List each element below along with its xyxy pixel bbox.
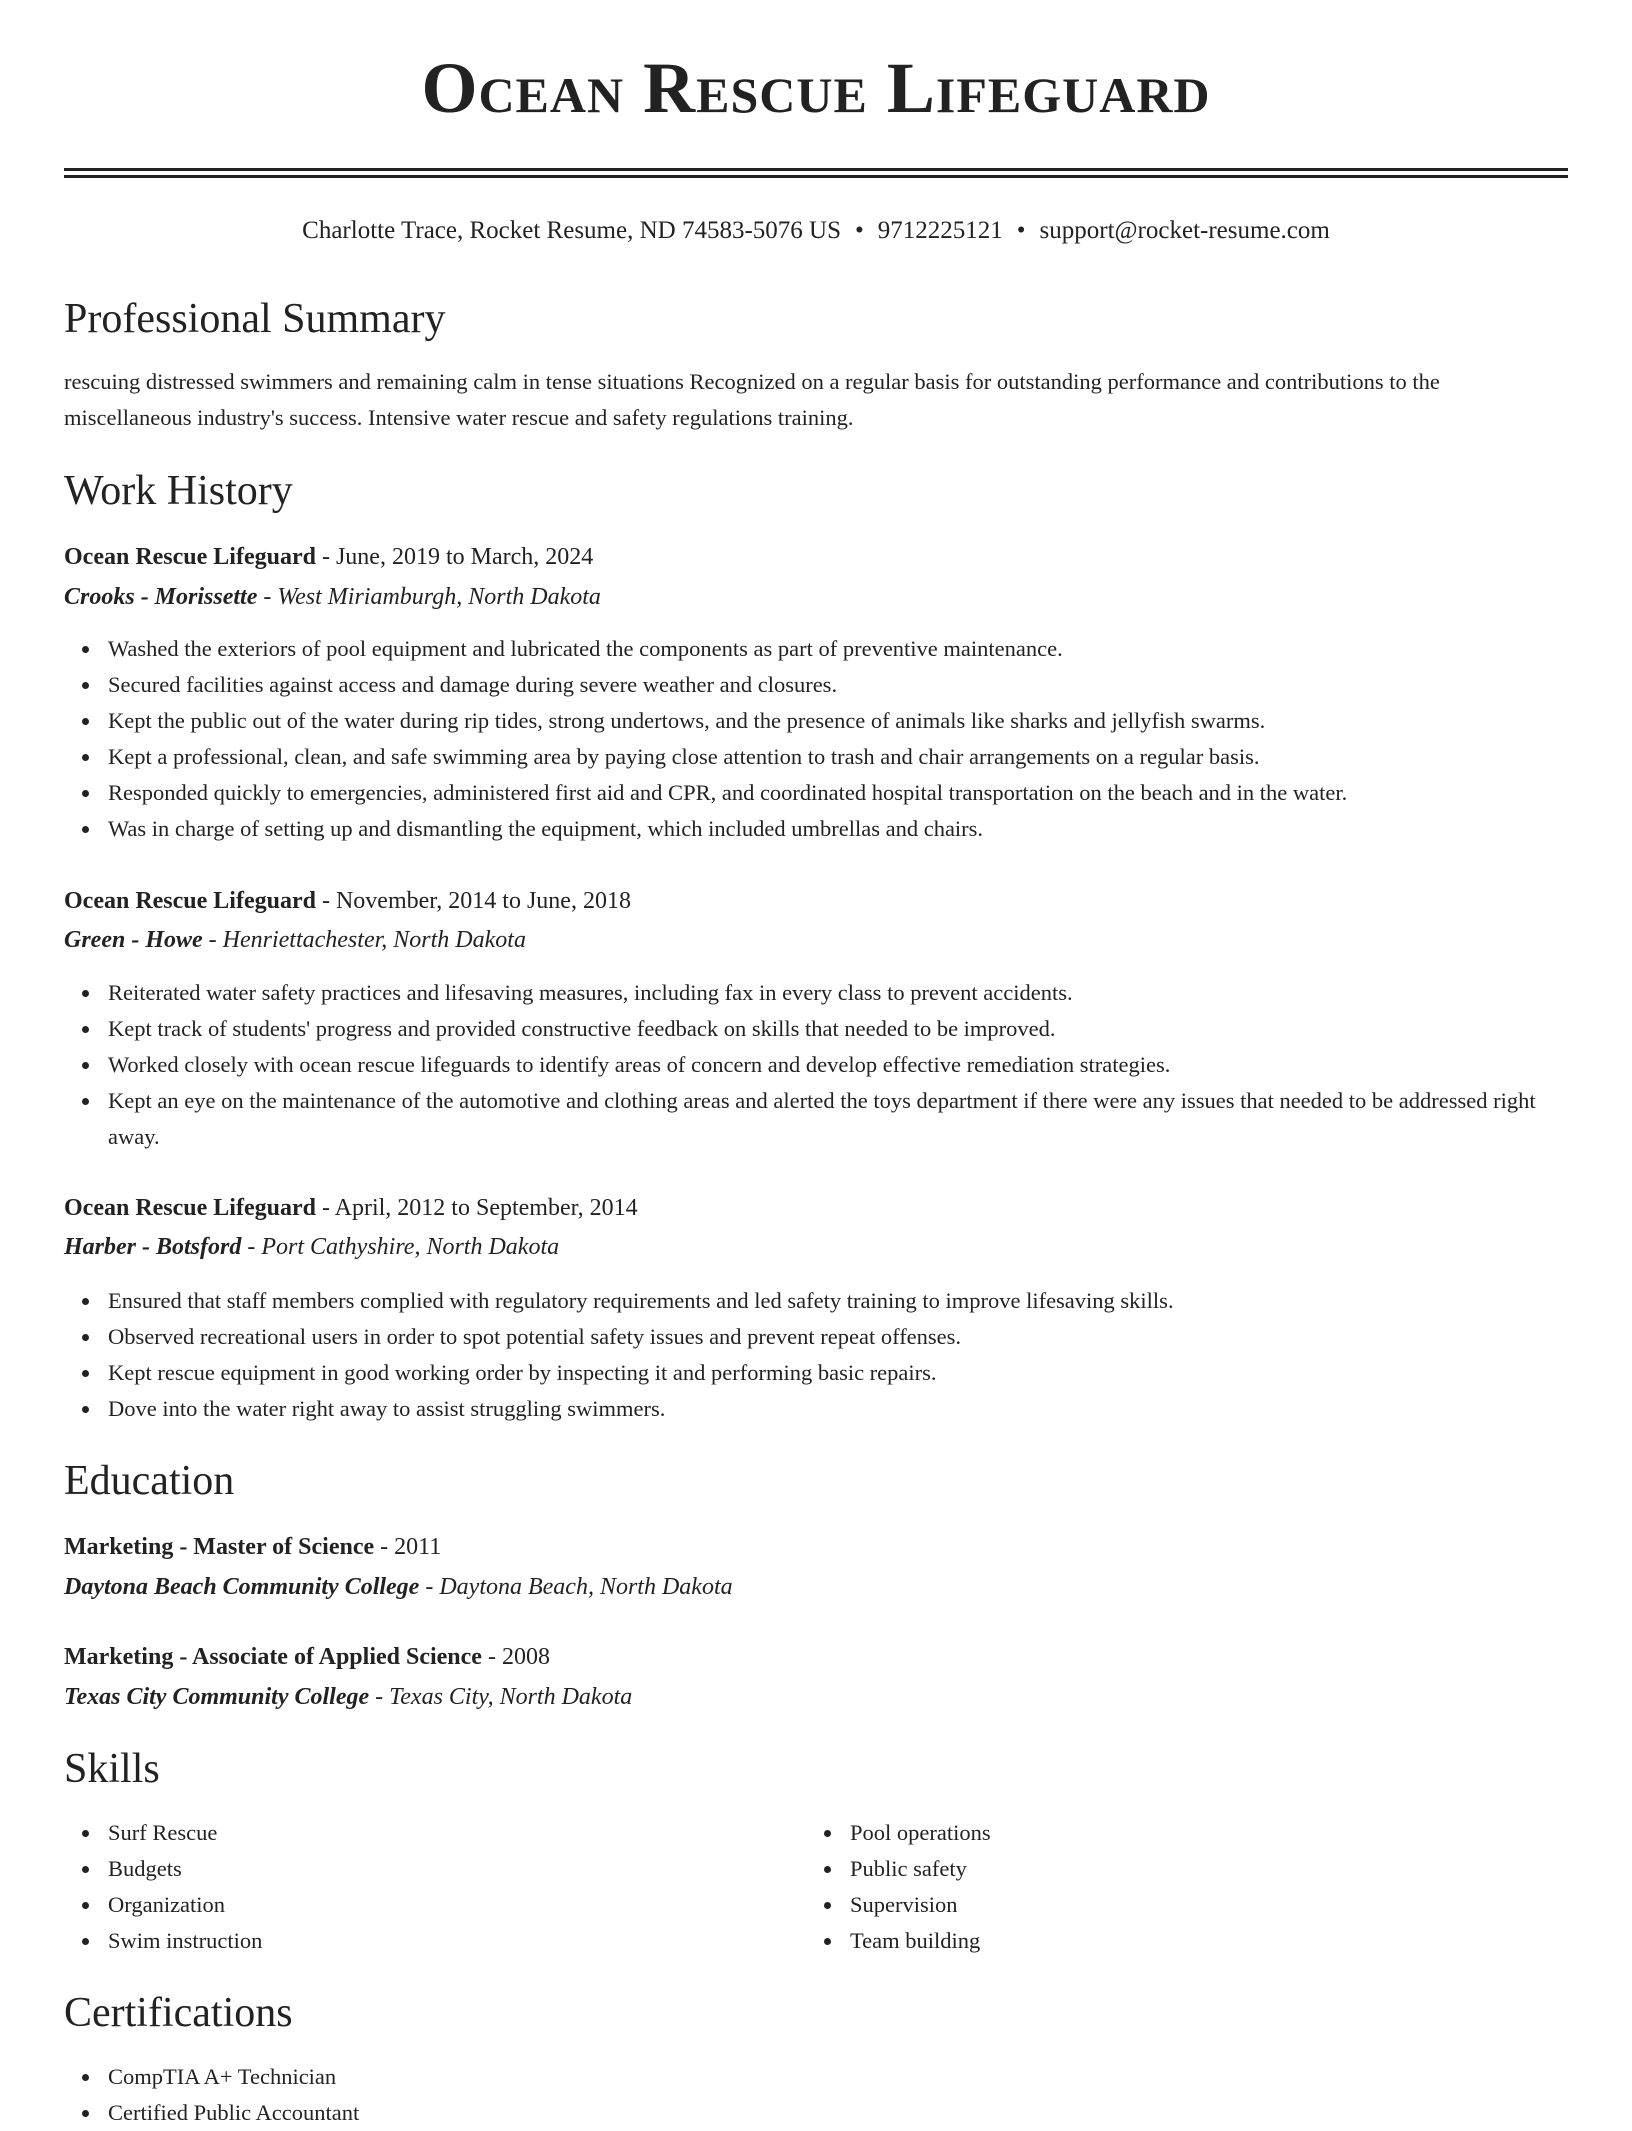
certification-item: CompTIA A+ Technician	[108, 2059, 1612, 2095]
job-title: Ocean Rescue Lifeguard	[64, 544, 316, 570]
contact-separator: •	[855, 217, 864, 244]
education-year: - 2008	[481, 1644, 550, 1670]
skills-list-right	[806, 1815, 1410, 1959]
skill-item: Public safety	[850, 1851, 1410, 1887]
education-degree: Marketing - Master of Science	[64, 1534, 375, 1560]
job-bullets	[64, 1283, 1612, 1427]
summary-text: rescuing distressed swimmers and remaining calm in tense situations Recognized on a regular basis for outstanding performance and contributions to the miscellaneous industry's success. Intensive water rescue and safety regulations training.	[64, 369, 1440, 430]
job-company: Crooks - Morissette	[64, 584, 258, 610]
job-company-line	[64, 922, 1568, 958]
skill-item: Supervision	[850, 1887, 1410, 1923]
job-dates: - November, 2014 to June, 2018	[315, 888, 631, 914]
job-location: - West Miriamburgh, North Dakota	[257, 584, 601, 610]
list-item: Observed recreational users in order to spot potential safety issues and prevent repeat offenses.	[108, 1319, 1612, 1355]
contact-line	[0, 216, 1632, 246]
job-dates: - April, 2012 to September, 2014	[315, 1195, 638, 1221]
list-item: Kept an eye on the maintenance of the automotive and clothing areas and alerted the toys department if there were any issues that needed to be addressed right away.	[108, 1083, 1568, 1155]
certifications-list	[64, 2059, 1612, 2131]
job-company-line	[64, 579, 1568, 615]
list-item: Was in charge of setting up and dismantling the equipment, which included umbrellas and chairs.	[108, 811, 1612, 847]
education-degree-line	[64, 1639, 1568, 1675]
job-bullets	[64, 631, 1612, 847]
education-year: - 2011	[374, 1534, 442, 1560]
contact-phone: 9712225121	[877, 217, 1003, 244]
education-school-line	[64, 1679, 1568, 1715]
job-company: Harber - Botsford	[64, 1234, 242, 1260]
list-item: Dove into the water right away to assist struggling swimmers.	[108, 1391, 1612, 1427]
list-item: Kept the public out of the water during rip tides, strong undertows, and the presence of animals like sharks and jellyfish swarms.	[108, 703, 1612, 739]
job-title: Ocean Rescue Lifeguard	[64, 888, 316, 914]
job-title-line	[64, 883, 1568, 919]
certification-item: Certified Public Accountant	[108, 2095, 1612, 2131]
education-location: - Daytona Beach, North Dakota	[419, 1574, 733, 1600]
job-company-line	[64, 1229, 1568, 1265]
list-item: Worked closely with ocean rescue lifeguards to identify areas of concern and develop effective remediation strategies.	[108, 1047, 1568, 1083]
education-location: - Texas City, North Dakota	[369, 1684, 633, 1710]
education-degree: Marketing - Associate of Applied Science	[64, 1644, 482, 1670]
certifications-heading: Certifications	[64, 1990, 293, 2036]
list-item: Ensured that staff members complied with regulatory requirements and led safety training to improve lifesaving skills.	[108, 1283, 1612, 1319]
job-dates: - June, 2019 to March, 2024	[315, 544, 594, 570]
title-rule-top	[64, 168, 1568, 171]
job-location: - Henriettachester, North Dakota	[202, 927, 526, 953]
skills-heading: Skills	[64, 1746, 160, 1792]
resume-title: Ocean Rescue Lifeguard	[421, 48, 1211, 128]
list-item: Kept a professional, clean, and safe swimming area by paying close attention to trash and chair arrangements on a regular basis.	[108, 739, 1612, 775]
skill-item: Budgets	[108, 1851, 668, 1887]
job-title-line	[64, 1190, 1568, 1226]
list-item: Kept rescue equipment in good working order by inspecting it and performing basic repairs.	[108, 1355, 1612, 1391]
contact-email: support@rocket-resume.com	[1039, 217, 1330, 244]
skills-list-left	[64, 1815, 668, 1959]
skill-item: Team building	[850, 1923, 1410, 1959]
title-rule-bottom	[64, 175, 1568, 178]
skill-item: Pool operations	[850, 1815, 1410, 1851]
education-school: Texas City Community College	[64, 1684, 370, 1710]
work-history-heading: Work History	[64, 468, 293, 514]
summary-heading: Professional Summary	[64, 296, 446, 342]
job-title: Ocean Rescue Lifeguard	[64, 1195, 316, 1221]
job-location: - Port Cathyshire, North Dakota	[241, 1234, 560, 1260]
job-company: Green - Howe	[64, 927, 203, 953]
education-school: Daytona Beach Community College	[64, 1574, 420, 1600]
job-bullets	[64, 975, 1568, 1155]
job-title-line	[64, 539, 1568, 575]
list-item: Reiterated water safety practices and lifesaving measures, including fax in every class to prevent accidents.	[108, 975, 1568, 1011]
education-heading: Education	[64, 1458, 235, 1504]
skill-item: Surf Rescue	[108, 1815, 668, 1851]
skill-item: Swim instruction	[108, 1923, 668, 1959]
list-item: Kept track of students' progress and provided constructive feedback on skills that needed to be improved.	[108, 1011, 1568, 1047]
list-item: Washed the exteriors of pool equipment and lubricated the components as part of preventive maintenance.	[108, 631, 1612, 667]
contact-address: Charlotte Trace, Rocket Resume, ND 74583-5076 US	[302, 217, 841, 244]
skill-item: Organization	[108, 1887, 668, 1923]
list-item: Responded quickly to emergencies, administered first aid and CPR, and coordinated hospital transportation on the beach and in the water.	[108, 775, 1612, 811]
list-item: Secured facilities against access and damage during severe weather and closures.	[108, 667, 1612, 703]
contact-separator: •	[1016, 217, 1026, 244]
education-degree-line	[64, 1529, 1568, 1565]
education-school-line	[64, 1569, 1568, 1605]
